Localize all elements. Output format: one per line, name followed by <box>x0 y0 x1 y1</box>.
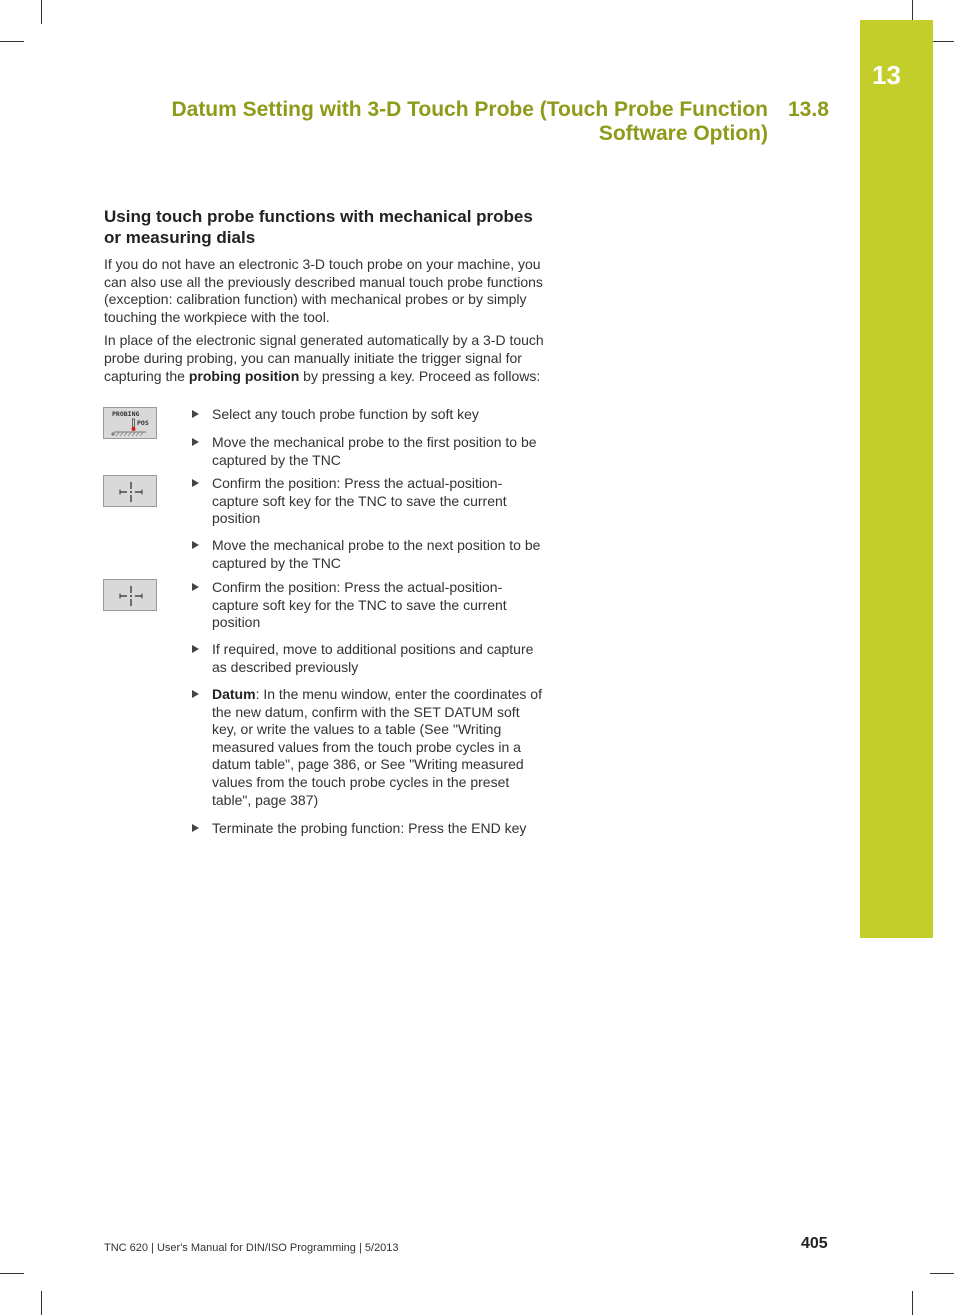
sub-heading-line-1: Using touch probe functions with mechanical probes <box>104 207 533 226</box>
step-text: Select any touch probe function by soft key <box>212 406 479 422</box>
bullet-arrow-icon <box>192 645 199 653</box>
step-text: If required, move to additional positions and capture as described previously <box>212 641 534 675</box>
step-item <box>192 434 544 469</box>
crop-mark <box>0 41 24 42</box>
page-number: 405 <box>801 1235 828 1252</box>
bullet-arrow-icon <box>192 690 199 698</box>
step-text: Move the mechanical probe to the next position to be captured by the TNC <box>212 537 541 571</box>
page-header-title <box>128 98 768 146</box>
paragraph-bold-term: probing position <box>188 367 300 384</box>
step-item <box>192 406 544 424</box>
crop-mark <box>912 1291 913 1315</box>
step-item <box>192 537 544 572</box>
probing-pos-softkey-icon <box>104 408 158 440</box>
section-number: 13.8 <box>788 98 829 121</box>
crop-mark <box>41 1291 42 1315</box>
bullet-arrow-icon <box>192 410 199 418</box>
sub-heading <box>104 206 549 248</box>
softkey-label: POS <box>137 419 149 427</box>
softkey-label: PROBING <box>112 410 140 418</box>
crop-mark <box>930 1273 954 1274</box>
step-item <box>192 641 544 676</box>
step-item <box>192 686 544 809</box>
paragraph-procedure <box>104 332 549 385</box>
crop-mark <box>930 41 954 42</box>
sub-heading-line-2: or measuring dials <box>104 228 256 247</box>
step-text: Terminate the probing function: Press the END key <box>212 820 527 836</box>
step-text: Confirm the position: Press the actual-position-capture soft key for the TNC to save the current position <box>212 579 507 631</box>
probing-pos-softkey[interactable] <box>103 407 157 439</box>
step-text: Confirm the position: Press the actual-position-capture soft key for the TNC to save the current position <box>212 475 507 527</box>
step-text: Move the mechanical probe to the first position to be captured by the TNC <box>212 434 537 468</box>
bullet-arrow-icon <box>192 824 199 832</box>
step-bold-term: Datum <box>212 686 256 702</box>
crop-mark <box>41 0 42 24</box>
paragraph-text: by pressing a key. Proceed as follows: <box>299 367 541 384</box>
crosshair-icon <box>104 580 158 612</box>
step-text <box>212 686 544 809</box>
header-title-line-1: Datum Setting with 3-D Touch Probe (Touch Probe Function <box>171 98 768 121</box>
paragraph-text: In place of the electronic signal generated automatically by a 3-D touch probe during probing, you can manually initiate the trigger signal for capturing the <box>104 332 544 384</box>
capture-position-softkey[interactable] <box>103 579 157 611</box>
step-item <box>192 820 544 838</box>
paragraph-intro: If you do not have an electronic 3-D touch probe on your machine, you can also use all the previously described manual touch probe functions (exception: calibration function) with mechanical probes or by simply touching the workpiece with the tool. <box>104 256 543 325</box>
header-title-line-2: Software Option) <box>598 122 768 145</box>
step-item <box>192 579 544 632</box>
chapter-number: 13 <box>872 60 901 90</box>
crosshair-icon <box>104 476 158 508</box>
capture-position-softkey[interactable] <box>103 475 157 507</box>
bullet-arrow-icon <box>192 541 199 549</box>
step-item <box>192 475 544 528</box>
main-content <box>104 206 549 391</box>
footer-text: TNC 620 | User's Manual for DIN/ISO Programming | 5/2013 <box>104 1242 399 1254</box>
bullet-arrow-icon <box>192 438 199 446</box>
step-text-rest: : In the menu window, enter the coordinates of the new datum, confirm with the SET DATUM soft key, or write the values to a table (See "Writing measured values from the touch probe cycles in a datum table", page 386, or See "Writing measured values from the touch probe cycles in the preset table", page 387) <box>212 686 542 808</box>
bullet-arrow-icon <box>192 479 199 487</box>
chapter-tab <box>860 20 933 938</box>
bullet-arrow-icon <box>192 583 199 591</box>
crop-mark <box>0 1273 24 1274</box>
